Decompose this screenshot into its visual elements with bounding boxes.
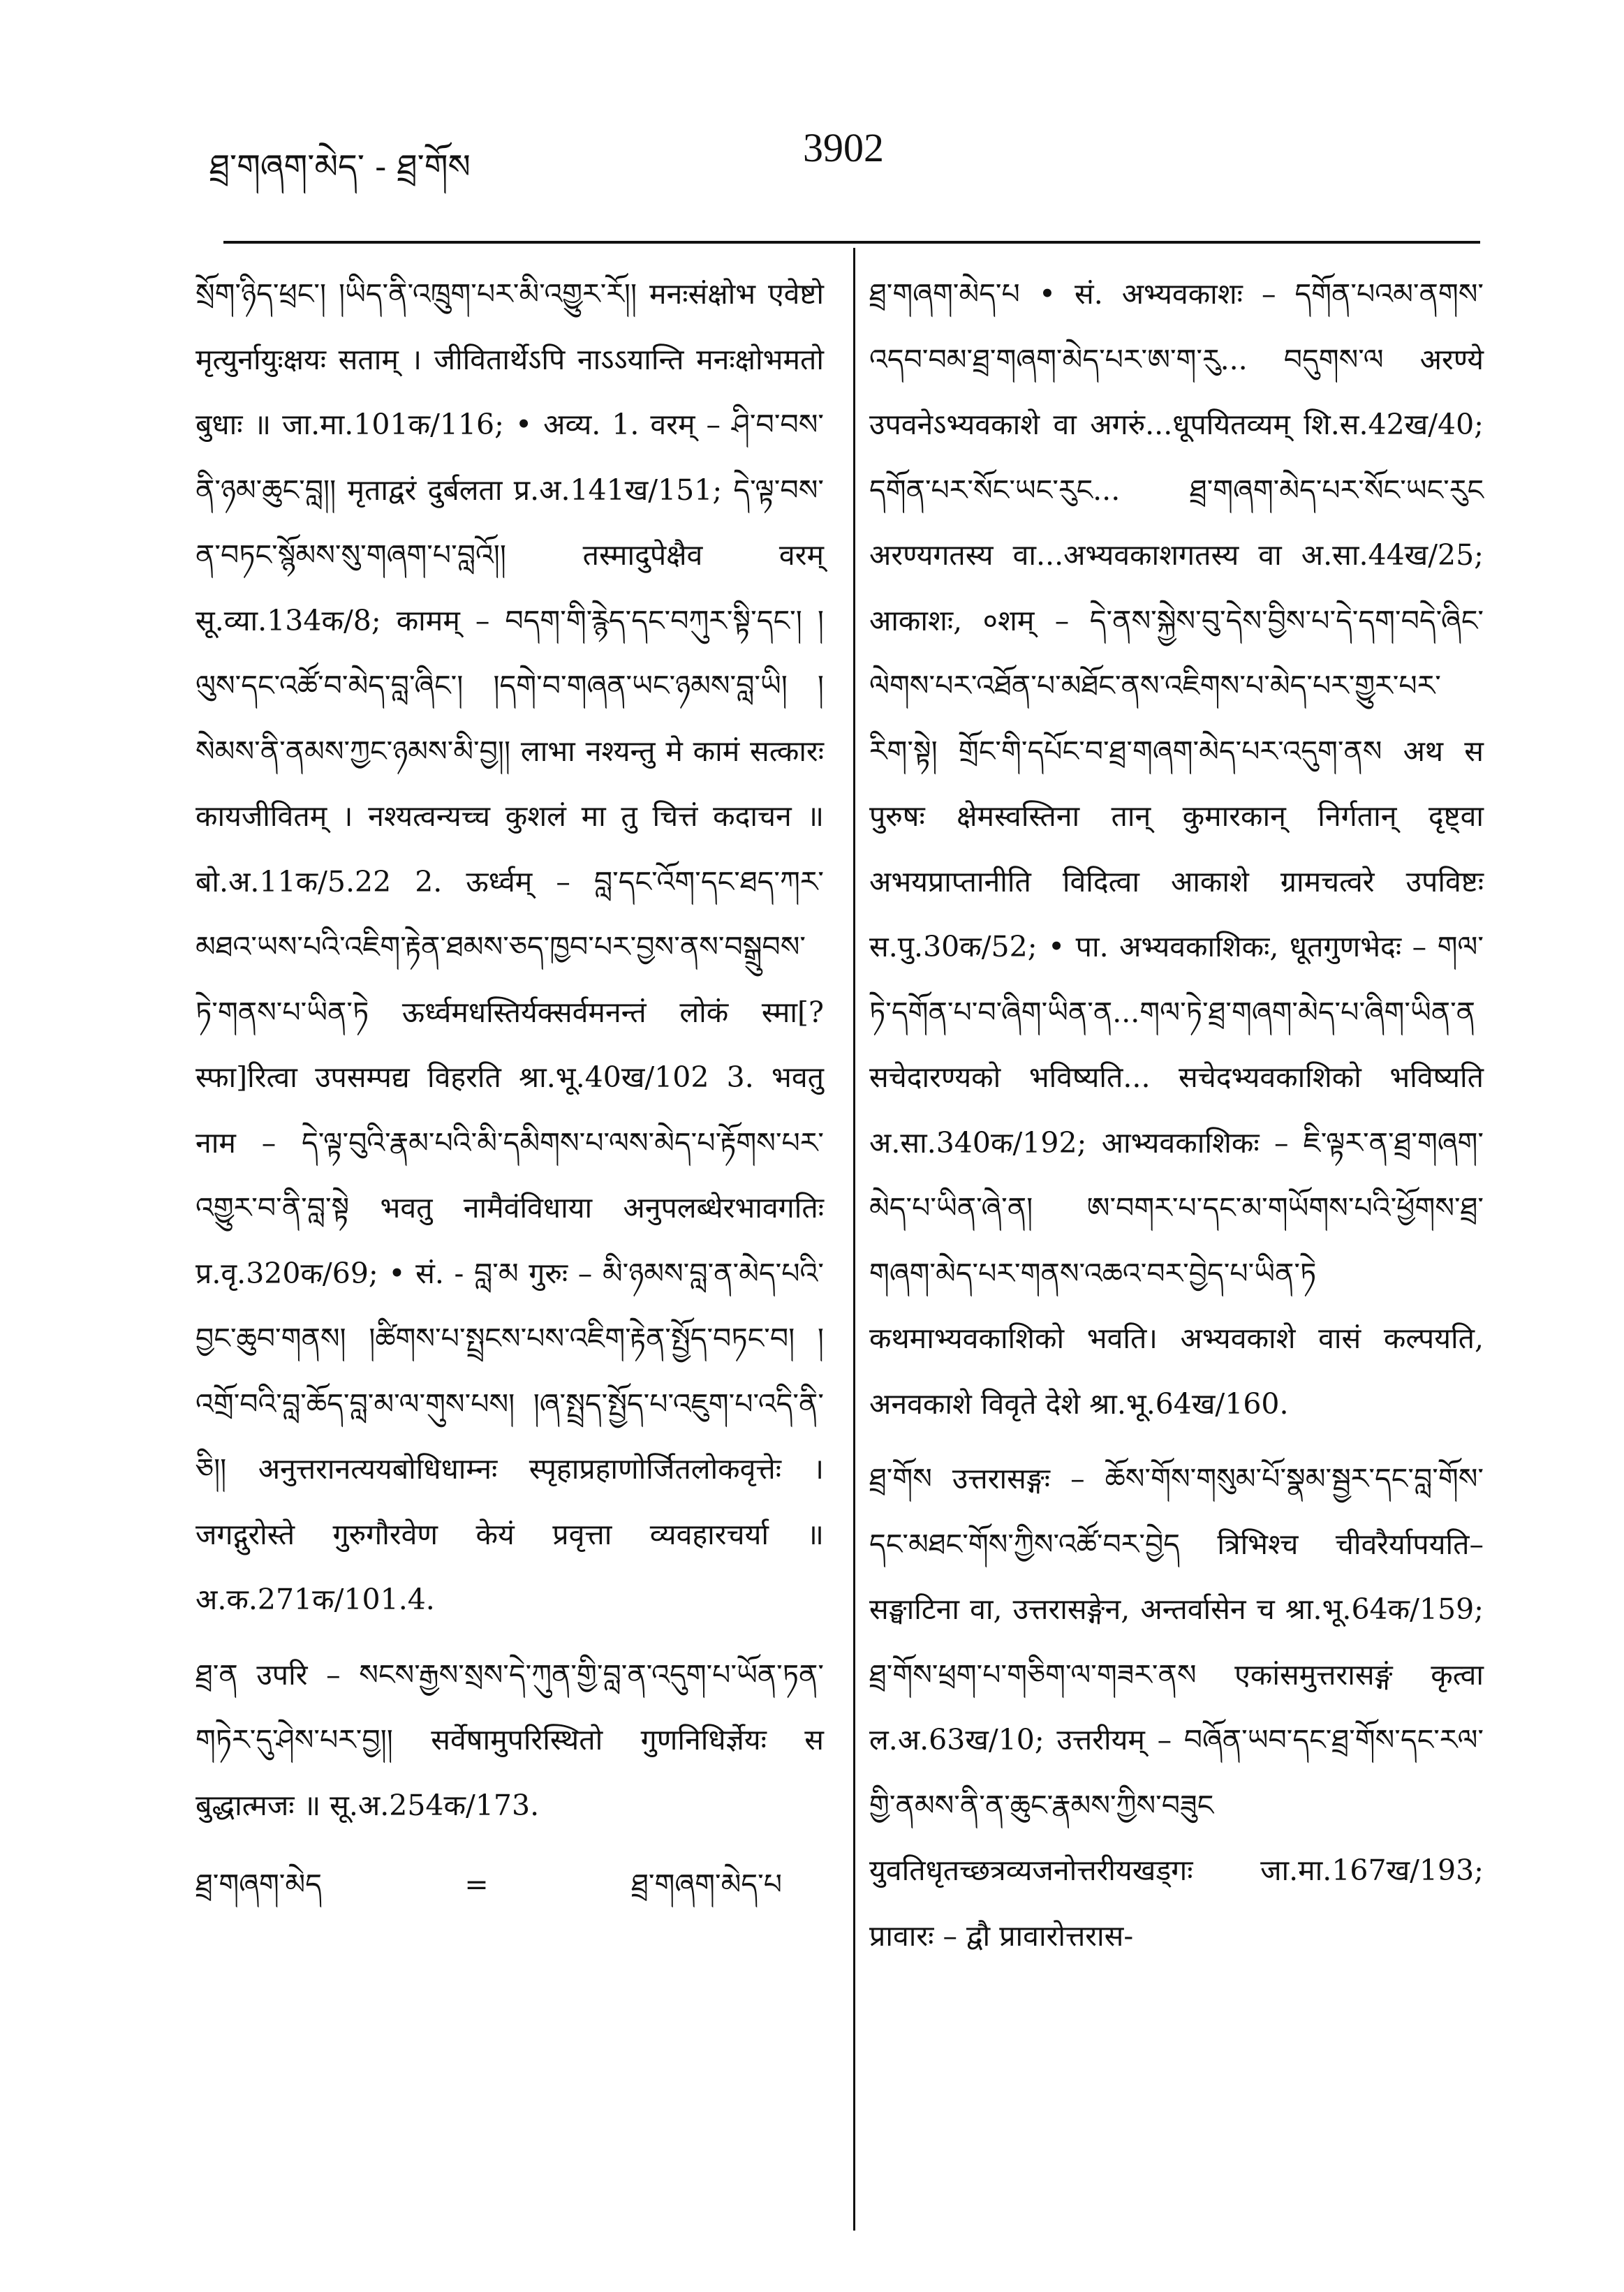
entry-paragraph: ཐྲ་གཞག་མེད་པ • सं. अभ्यवकाशः – དགོན་པའམ་ནགས་འདབ་བམ་ཐྲ་གཞག་མེད་པར་ཨ་ག་རུ... བདུགས་ལ अरण्ये उपवनेऽभ्यवकाशे वा अगरुं...धूपयितव्यम् शि.स.42ख/40; དགོན་པར་སོང་ཡང་རུང... ཐྲ་གཞག་མེད་པར་སོང་ཡང་རུང अरण्यगतस्य वा...अभ्यवकाशगतस्य वा अ.सा.44ख/25; आकाशः, ०शम् – དེ་ནས་སྐྱེས་བུ་དེས་བྱིས་པ་དེ་དག་བདེ་ཞིང་ལེགས་པར་འཐོན་པ་མཐོང་ནས་འཇིགས་པ་མེད་པར་གྱུར་པར་རིག་སྟེ། གྲོང་གི་དཔོང་བ་ཐྲ་གཞག་མེད་པར་འདུག་ནས अथ स पुरुषः क्षेमस्वस्तिना तान् कुमारकान् निर्गतान् दृष्ट्वा अभयप्राप्तानीति विदित्वा आकाशे ग्रामचत्वरे उपविष्टः स.पु.30क/52; • पा. अभ्यवकाशिकः, धूतगुणभेदः – གལ་ཏེ་དགོན་པ་བ་ཞིག་ཡིན་ན...གལ་ཏེ་ཐྲ་གཞག་མེད་པ་ཞིག་ཡིན་ན सचेदारण्यको भविष्यति... सचेदभ्यवकाशिको भविष्यति अ.सा.340क/192; आभ्यवकाशिकः – ཇི་ལྟར་ན་ཐྲ་གཞག་མེད་པ་ཡིན་ཞེ་ན། ཨ་བགར་པ་དང་མ་གཡོགས་པའི་ཕྱོགས་ཐྲ་གཞག་མེད་པར་གནས་འཆའ་བར་བྱེད་པ་ཡིན་ཏེ कथमाभ्यवकाशिको भवति। अभ्यवकाशे वासं कल्पयति, अनवकाशे विवृते देशे श्रा.भू.64ख/160.	[869, 277, 1484, 1421]
page-number: 3902	[803, 125, 884, 170]
running-head: ཐྲ་གཞག་མེད་ - ཐྲ་གོས	[209, 147, 471, 186]
column-divider	[853, 248, 855, 2231]
top-rule	[223, 241, 1480, 244]
cross-reference	[195, 1852, 824, 1918]
crossref-term: ཐྲ་གཞག་མེད	[195, 1868, 322, 1901]
left-column	[195, 262, 824, 1918]
entry-paragraph: ཐྲ་གོས उत्तरासङ्गः – ཆོས་གོས་གསུམ་པོ་སྣམ་སྦྱར་དང་བླ་གོས་དང་མཐང་གོས་ཀྱིས་འཚོ་བར་བྱེད त्रिभिश्च चीवरैर्यापयति–सङ्घाटिना वा, उत्तरासङ्गेन, अन्तर्वासेन च श्रा.भू.64क/159; ཐྲ་གོས་ཕྲག་པ་གཅིག་ལ་གཟར་ནས एकांसमुत्तरासङ्गं कृत्वा ल.अ.63ख/10; उत्तरीयम् – བཞོན་ཡབ་དང་ཐྲ་གོས་དང་རལ་གྱི་ནམས་ནི་ན་ཆུང་རྣམས་ཀྱིས་བཟུང युवतिधृतच्छत्रव्यजनोत्तरीयखड्गः जा.मा.167ख/193; प्रावारः – द्वौ प्रावारोत्तरास-	[869, 1462, 1484, 1953]
crossref-equals: =	[464, 1868, 489, 1901]
entry-paragraph: ཐྲ་ན उपरि – སངས་རྒྱས་སྲས་དེ་ཀུན་གྱི་བླ་ན་འདུག་པ་ཡོན་ཏན་གཏེར་དུ་ཤེས་པར་བྱ།། सर्वेषामुपरिस्थितो गुणनिधिर्ज्ञेयः स बुद्धात्मजः ॥ सू.अ.254क/173.	[195, 1657, 824, 1822]
crossref-target: ཐྲ་གཞག་མེད་པ	[631, 1868, 782, 1901]
entry-paragraph: སྲོག་ཉིད་ཕྲང་། །ཡིད་ནི་འཁྲུག་པར་མི་འགྱུར་རོ།། मनःसंक्षोभ एवेष्टो मृत्युर्नायुःक्षयः सताम् । जीवितार्थेऽपि नाऽऽयान्ति मनःक्षोभमतो बुधाः ॥ जा.मा.101क/116; • अव्य. 1. वरम् – ཤི་བ་བས་ནི་ཉམ་ཆུང་བླ།། मृताद्वरं दुर्बलता प्र.अ.141ख/151; དེ་ལྟ་བས་ན་བཏང་སྙོམས་སུ་གཞག་པ་བླའོ།། तस्मादुपेक्षैव वरम् सू.व्या.134क/8; कामम् – བདག་གི་རྙེད་དང་བཀུར་སྟི་དང་། །ལུས་དང་འཚོ་བ་མེད་བླ་ཞིང་། །དགེ་བ་གཞན་ཡང་ཉམས་བླ་ཡི། །སེམས་ནི་ནམས་ཀྱང་ཉམས་མི་བྱ།། लाभा नश्यन्तु मे कामं सत्कारः कायजीवितम् । नश्यत्वन्यच्च कुशलं मा तु चित्तं कदाचन ॥ बो.अ.11क/5.22 2. ऊर्ध्वम् – བླ་དང་འོག་དང་ཐད་ཀར་མཐའ་ཡས་པའི་འཇིག་རྟེན་ཐམས་ཅད་ཁྱབ་པར་བྱས་ནས་བསྒྲུབས་ཏེ་གནས་པ་ཡིན་ཏེ ऊर्ध्वमधस्तिर्यक्सर्वमनन्तं लोकं स्मा[?स्फा]रित्वा उपसम्पद्य विहरति श्रा.भू.40ख/102 3. भवतु नाम – དེ་ལྟ་བུའི་རྣམ་པའི་མི་དམིགས་པ་ལས་མེད་པ་རྟོགས་པར་འགྱུར་བ་ནི་བླ་སྟེ भवतु नामैवंविधाया अनुपलब्धेरभावगतिः प्र.वृ.320क/69; • सं. - བླ་མ गुरुः – མི་ཉམས་བླ་ན་མེད་པའི་བྱང་ཆུབ་གནས། །ཚིགས་པ་སྤྲངས་པས་འཇིག་རྟེན་སྤྱོད་བཏང་བ། །འགྲོ་བའི་བླ་ཆོད་བླ་མ་ལ་གུས་པས། །ཞ་སྤྲད་སྤྱོད་པ་འཇུག་པ་འདི་ནི་ཅི།། अनुत्तरानत्ययबोधिधाम्नः स्पृहाप्रहाणोर्जितलोकवृत्तेः । जगद्गुरोस्ते गुरुगौरवेण केयं प्रवृत्ता व्यवहारचर्या ॥ अ.क.271क/101.4.	[195, 277, 824, 1616]
right-column	[869, 262, 1484, 1979]
